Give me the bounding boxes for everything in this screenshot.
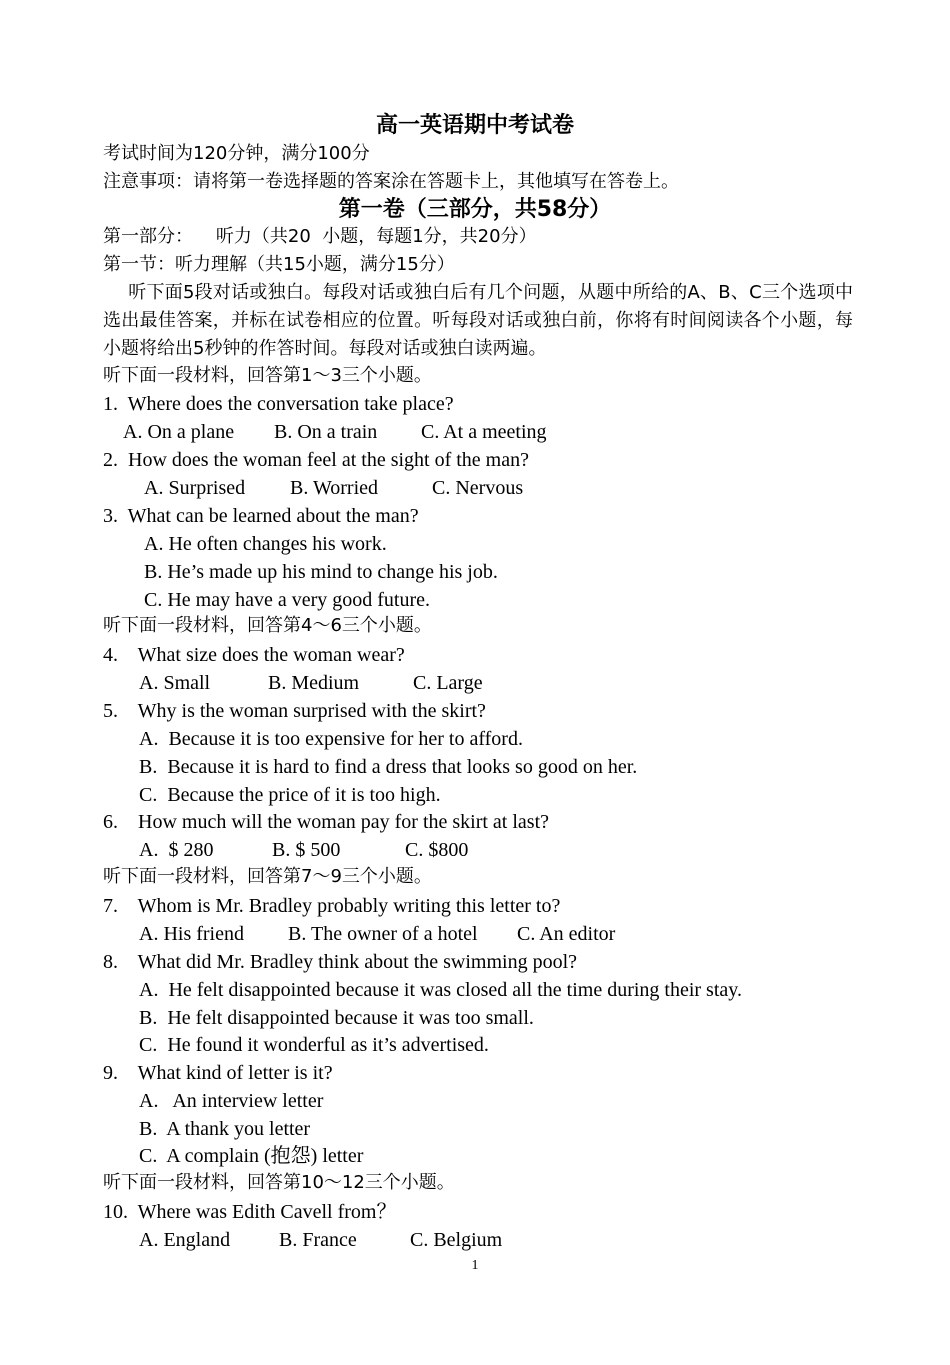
question-5-option-a: A. Because it is too expensive for her to afford. [139, 728, 523, 750]
question-3-option-c: C. He may have a very good future. [144, 589, 431, 611]
sec1-heading: 第一节：听力理解（共15小题，满分15分） [103, 254, 455, 275]
question-3-option-a: A. He often changes his work. [144, 533, 387, 555]
question-10-options [139, 1226, 502, 1254]
group-heading-2: 听下面一段材料，回答第4～6三个小题。 [103, 615, 432, 636]
question-7-options [139, 920, 615, 948]
time-info: 考试时间为120分钟，满分100分 [103, 143, 370, 164]
notice: 注意事项：请将第一卷选择题的答案涂在答题卡上，其他填写在答卷上。 [103, 171, 679, 192]
group-heading-1: 听下面一段材料，回答第1～3三个小题。 [103, 365, 432, 386]
option-a: A. Surprised [144, 477, 246, 499]
question-4: 4. What size does the woman wear? [103, 644, 405, 666]
option-c: C. Large [413, 672, 483, 694]
question-3: 3. What can be learned about the man? [103, 505, 419, 527]
question-3-option-b: B. He’s made up his mind to change his job. [144, 561, 498, 583]
question-8-option-a: A. He felt disappointed because it was closed all the time during their stay. [139, 979, 742, 1001]
question-6-options [139, 836, 468, 864]
question-4-options [139, 669, 483, 697]
option-c: C. Nervous [432, 477, 524, 499]
group-heading-3: 听下面一段材料，回答第7～9三个小题。 [103, 866, 432, 887]
option-b: B. On a train [274, 421, 378, 443]
question-2-options [144, 474, 523, 502]
option-a: A. His friend [139, 923, 244, 945]
instructions: 听下面5段对话或独白。每段对话或独白后有几个问题，从题中所给的A、B、C三个选项中选出最佳答案，并标在试卷相应的位置。听每段对话或独白前，你将有时间阅读各个小题，每小题将给出5秒钟的作答时间。每段对话或独白读两遍。 [103, 282, 853, 359]
option-a: A. Small [139, 672, 211, 694]
option-c: C. An editor [517, 923, 616, 945]
option-b: B. The owner of a hotel [288, 923, 478, 945]
question-10: 10. Where was Edith Cavell from？ [103, 1201, 397, 1223]
option-a: A. On a plane [123, 421, 235, 443]
page-number: 1 [471, 1258, 479, 1273]
question-8-option-c: C. He found it wonderful as it’s advertised. [139, 1034, 489, 1056]
option-c: C. Belgium [410, 1229, 503, 1251]
question-1-options [123, 418, 547, 446]
option-b: B. Medium [268, 672, 360, 694]
question-9-option-c: C. A complain (抱怨) letter [139, 1145, 364, 1167]
question-2: 2. How does the woman feel at the sight of the man? [103, 449, 529, 471]
option-b: B. Worried [290, 477, 379, 499]
question-8: 8. What did Mr. Bradley think about the swimming pool? [103, 951, 578, 973]
question-6: 6. How much will the woman pay for the skirt at last? [103, 811, 550, 833]
question-7: 7. Whom is Mr. Bradley probably writing this letter to? [103, 895, 561, 917]
question-9: 9. What kind of letter is it? [103, 1062, 333, 1084]
option-b: B. France [279, 1229, 357, 1251]
section-title: 第一卷（三部分，共58分） [338, 197, 612, 222]
option-b: B. $ 500 [272, 839, 341, 861]
question-8-option-b: B. He felt disappointed because it was too small. [139, 1007, 534, 1029]
question-5-option-b: B. Because it is hard to find a dress that looks so good on her. [139, 756, 638, 778]
option-c: C. At a meeting [421, 421, 547, 443]
part1-heading: 第一部分： 听力（共20 小题，每题1分，共20分） [103, 226, 537, 247]
option-c: C. $800 [405, 839, 469, 861]
question-9-option-a: A. An interview letter [139, 1090, 324, 1112]
group-heading-4: 听下面一段材料，回答第10～12三个小题。 [103, 1172, 455, 1193]
question-1: 1. Where does the conversation take place? [103, 393, 454, 415]
option-a: A. England [139, 1229, 231, 1251]
question-5-option-c: C. Because the price of it is too high. [139, 784, 441, 806]
option-a: A. $ 280 [139, 839, 214, 861]
question-5: 5. Why is the woman surprised with the skirt? [103, 700, 486, 722]
exam-title: 高一英语期中考试卷 [375, 113, 574, 138]
question-9-option-b: B. A thank you letter [139, 1118, 311, 1140]
